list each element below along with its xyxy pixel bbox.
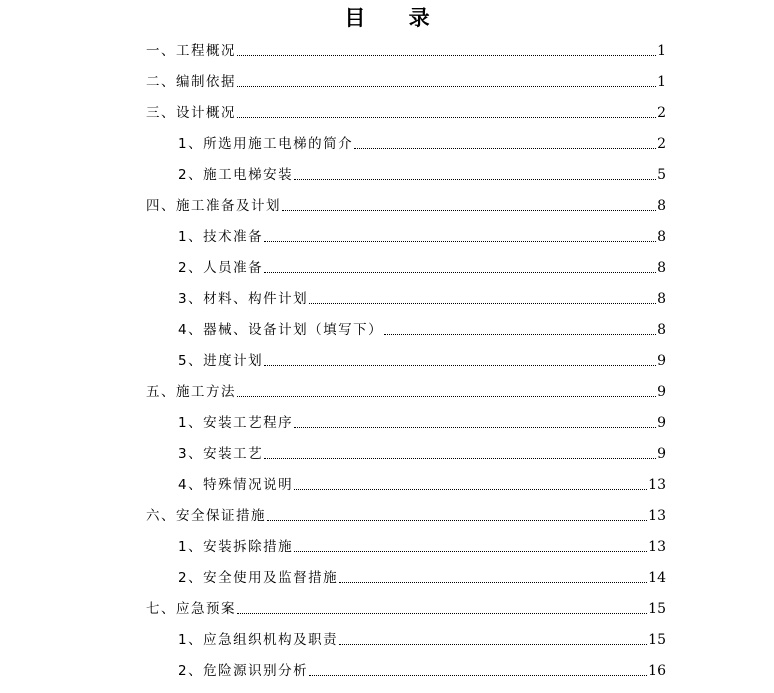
toc-title: 目 录 [344, 6, 448, 30]
toc-entry [178, 288, 666, 308]
toc-entry-label: 1、安装工艺程序 [178, 415, 294, 431]
dot-leader [237, 54, 656, 56]
toc-entry [178, 319, 666, 339]
dot-leader [384, 333, 656, 335]
toc-entry-page: 5 [657, 167, 666, 183]
toc-entry [178, 474, 666, 494]
dot-leader [237, 395, 656, 397]
toc-entry-page: 14 [648, 570, 666, 586]
toc-entry-label: 四、施工准备及计划 [146, 198, 281, 214]
toc-entry [178, 567, 666, 587]
toc-entry-label: 1、技术准备 [178, 229, 264, 245]
toc-entry-page: 9 [657, 353, 666, 369]
toc-entry [178, 443, 666, 463]
toc-entry-label: 三、设计概况 [146, 105, 236, 121]
dot-leader [264, 457, 656, 459]
toc-entry-label: 2、人员准备 [178, 260, 264, 276]
dot-leader [309, 674, 647, 676]
toc-entry-page: 8 [657, 260, 666, 276]
toc-entry-label: 2、施工电梯安装 [178, 167, 294, 183]
toc-entry-label: 2、危险源识别分析 [178, 663, 309, 679]
toc-entry [178, 164, 666, 184]
toc-entry-label: 3、安装工艺 [178, 446, 264, 462]
toc-entry-label: 1、安装拆除措施 [178, 539, 294, 555]
toc-entry-page: 15 [648, 632, 666, 648]
dot-leader [294, 550, 647, 552]
dot-leader [294, 488, 647, 490]
toc-entry-label: 4、特殊情况说明 [178, 477, 294, 493]
toc-entry-page: 9 [657, 446, 666, 462]
toc-entry-page: 2 [657, 136, 666, 152]
toc-entry-label: 1、应急组织机构及职责 [178, 632, 339, 648]
toc-entry-label: 4、器械、设备计划（填写下） [178, 322, 384, 338]
dot-leader [267, 519, 647, 521]
toc-entry-label: 一、工程概况 [146, 43, 236, 59]
dot-leader [264, 364, 656, 366]
dot-leader [282, 209, 656, 211]
toc-entry-label: 3、材料、构件计划 [178, 291, 309, 307]
toc-entry-page: 8 [657, 198, 666, 214]
toc-entry-label: 七、应急预案 [146, 601, 236, 617]
dot-leader [237, 612, 647, 614]
toc-entry [146, 505, 666, 525]
toc-entry [178, 226, 666, 246]
toc-entry-page: 1 [657, 74, 666, 90]
toc-entry-label: 1、所选用施工电梯的简介 [178, 136, 354, 152]
toc-entry-label: 五、施工方法 [146, 384, 236, 400]
toc-entry-page: 2 [657, 105, 666, 121]
dot-leader [294, 426, 656, 428]
toc-entry [146, 598, 666, 618]
dot-leader [339, 643, 647, 645]
dot-leader [264, 271, 656, 273]
toc-entry [146, 102, 666, 122]
toc-entry-page: 8 [657, 229, 666, 245]
toc-entry-page: 9 [657, 415, 666, 431]
toc-entry [146, 71, 666, 91]
dot-leader [264, 240, 656, 242]
dot-leader [354, 147, 656, 149]
toc-entry-page: 13 [648, 477, 666, 493]
toc-entry-page: 9 [657, 384, 666, 400]
toc-entry [146, 40, 666, 60]
toc-entry [178, 629, 666, 649]
dot-leader [237, 116, 656, 118]
toc-entry [146, 195, 666, 215]
toc-entry-page: 1 [657, 43, 666, 59]
toc-entry-label: 2、安全使用及监督措施 [178, 570, 339, 586]
toc-entry [178, 133, 666, 153]
dot-leader [294, 178, 656, 180]
dot-leader [339, 581, 647, 583]
toc-entry-page: 13 [648, 508, 666, 524]
toc-entry-page: 8 [657, 322, 666, 338]
dot-leader [309, 302, 656, 304]
toc-entry-page: 16 [648, 663, 666, 679]
toc-entry-label: 二、编制依据 [146, 74, 236, 90]
toc-entry-label: 5、进度计划 [178, 353, 264, 369]
toc-entry [178, 660, 666, 680]
toc-entry [178, 412, 666, 432]
toc-entry [146, 381, 666, 401]
toc-entry-page: 15 [648, 601, 666, 617]
toc-entry-label: 六、安全保证措施 [146, 508, 266, 524]
toc-entry [178, 350, 666, 370]
toc-entry [178, 536, 666, 556]
toc-entry-page: 13 [648, 539, 666, 555]
toc-entry-page: 8 [657, 291, 666, 307]
dot-leader [237, 85, 656, 87]
toc-entry [178, 257, 666, 277]
